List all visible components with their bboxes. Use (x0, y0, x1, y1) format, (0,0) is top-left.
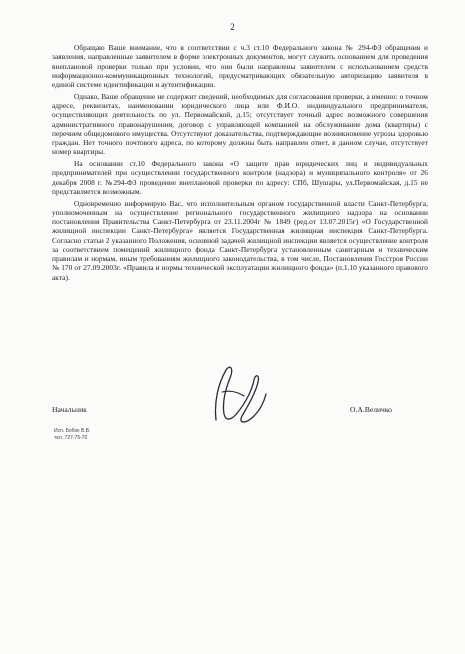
executor-name: Исп. Бобок В.В. (54, 428, 91, 434)
signatory-name: О.А.Величко (350, 405, 392, 414)
paragraph-electronic-appeals: Обращаю Ваше внимание, что в соответствии с ч.3 ст.10 Федерального закона № 294-ФЗ обращения и заявления, направленные заявителем в форме электронных документов, могут служить основанием для проведения внеплановой проверки только при условии, что они были направлены заявителем с использованием средств информационно-коммуникационных технологий, предусматривающих обязательную авторизацию заявителя в единой системе идентификации и аутентификации. (52, 43, 428, 89)
paragraph-housing-inspection: Одновременно информирую Вас, что исполнительным органом государственной власти Санкт-Петербурга, уполномоченным на осуществление регионального государственного жилищного надзора на основании постановления Правительства Санкт-Петербурга от 23.11.2004г № 1849 (ред.от 13.07.2015г) «О Государственной жилищной инспекции Санкт-Петербурга» является Государственная жилищная инспекция Санкт-Петербурга. Согласно статьи 2 указанного Положения, основной задачей жилищной инспекции является осуществление контроля за соответствием помещений жилищного фонда Санкт-Петербурга установленным санитарным и техническим правилам и нормам, иным требованиям жилищного законодательства, в том числе, Постановления Госстроя России № 170 от 27.09.2003г. «Правила и нормы технической эксплуатации жилищного фонда» (п.1.10 указанного правового акта). (52, 198, 428, 282)
executor-info (54, 428, 90, 441)
page-number: 2 (230, 22, 235, 32)
handwritten-signature (208, 362, 274, 432)
letter-body (52, 43, 428, 284)
paragraph-inspection-refusal: На основании ст.10 Федерального закона «О защите прав юридических лиц и индивидуальных предпринимателей при осуществлении государственного контроля (надзора) и муниципального контроля» от 26 декабря 2008 г. №294-ФЗ проведение внеплановой проверки по адресу: СПб, Шушары, ул.Первомайская, д.15 не представляется возможным. (52, 159, 428, 196)
executor-phone: тел. 727-75-70 (54, 434, 88, 441)
paragraph-missing-information: Однако, Ваше обращение не содержит сведений, необходимых для согласования проверки, а именно: о точном адресе, реквизитах, наименовании юридического лица или Ф.И.О. индивидуального предпринимателя, осуществляющих деятельность по ул. Первомайской, д.15; отсутствует точный адрес возможного совершения административного правонарушения, договор с управляющей компанией на обслуживание дома (квартиры) с перечнем общедомового имущества. Отсутствуют доказательства, подтверждающие возникновение угрозы здоровью граждан. Нет точного почтового адреса, по которому должны быть направлен ответ, в данном случае, отсутствует номер квартиры. (52, 91, 428, 157)
signatory-title: Начальник (52, 405, 87, 414)
